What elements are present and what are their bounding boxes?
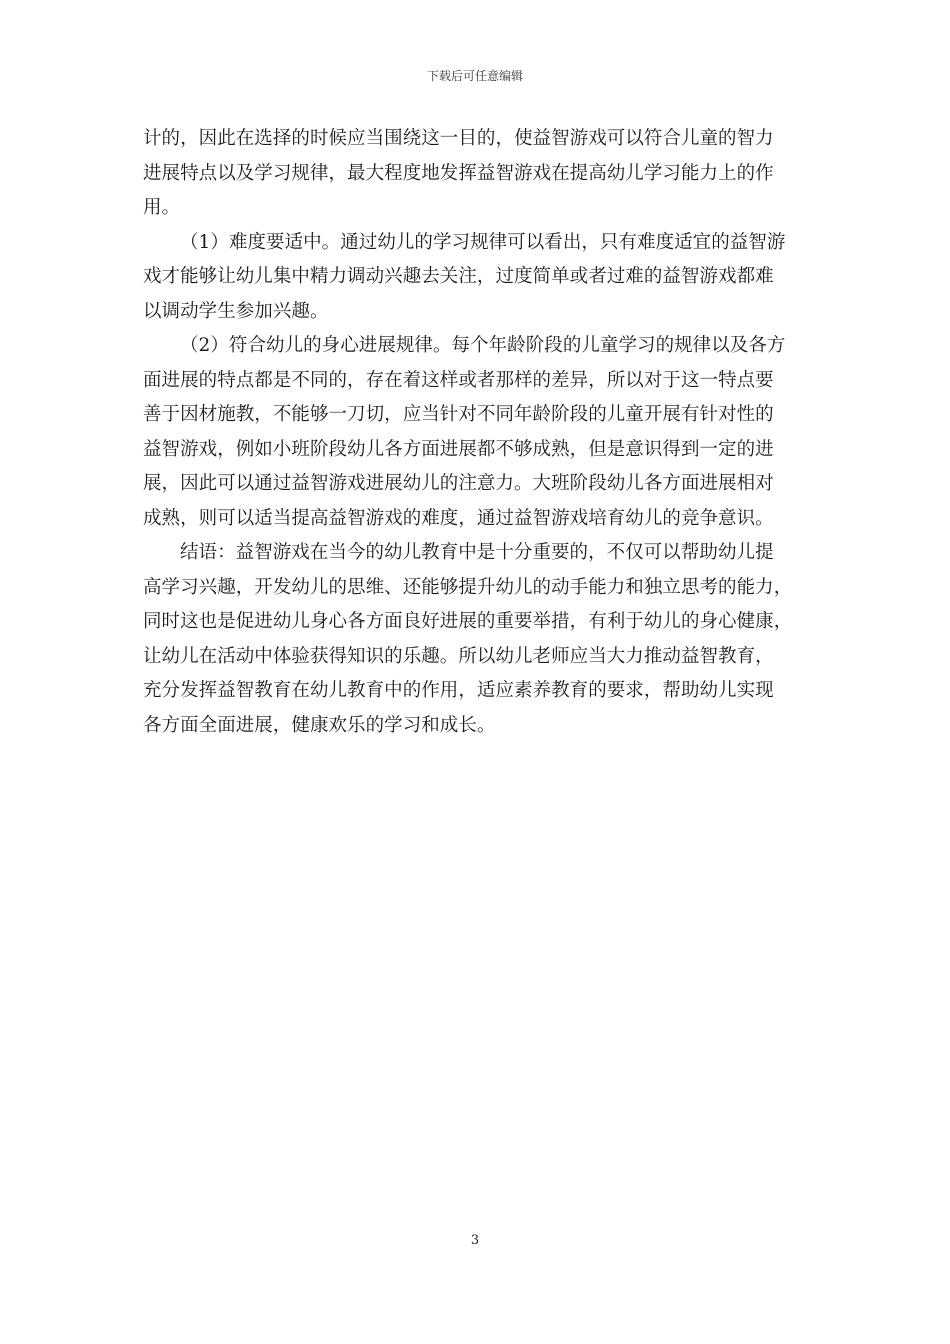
paragraph-difficulty xyxy=(143,226,823,330)
text-line: （2）符合幼儿的身心进展规律。每个年龄阶段的儿童学习的规律以及各方 xyxy=(180,335,786,356)
text-line: 高学习兴趣，开发幼儿的思维、还能够提升幼儿的动手能力和独立思考的能力， xyxy=(143,576,793,598)
text-line: 各方面全面进展，健康欢乐的学习和成长。 xyxy=(143,714,496,736)
text-line: 结语：益智游戏在当今的幼儿教育中是十分重要的，不仅可以帮助幼儿提 xyxy=(180,542,774,563)
page-number: 3 xyxy=(470,1233,480,1248)
paragraph-conclusion xyxy=(143,536,823,743)
text-line: 以调动学生参加兴趣。 xyxy=(143,300,329,322)
text-line: 善于因材施教，不能够一刀切，应当针对不同年龄阶段的儿童开展有针对性的 xyxy=(143,404,774,425)
text-line: 让幼儿在活动中体验获得知识的乐趣。所以幼儿老师应当大力推动益智教育， xyxy=(143,645,774,667)
paragraph-continuation xyxy=(143,122,823,226)
text-line: 成熟，则可以适当提高益智游戏的难度，通过益智游戏培育幼儿的竞争意识。 xyxy=(143,507,774,529)
paragraph-development xyxy=(143,329,823,536)
text-line: 面进展的特点都是不同的，存在着这样或者那样的差异，所以对于这一特点要 xyxy=(143,369,774,391)
text-line: 益智游戏，例如小班阶段幼儿各方面进展都不够成熟，但是意识得到一定的进 xyxy=(143,438,774,460)
text-line: 进展特点以及学习规律，最大程度地发挥益智游戏在提高幼儿学习能力上的作 xyxy=(143,162,774,184)
body-text xyxy=(143,122,823,743)
text-line: （1）难度要适中。通过幼儿的学习规律可以看出，只有难度适宜的益智游 xyxy=(180,231,786,253)
page-header: 下载后可任意编辑 xyxy=(426,69,523,83)
text-line: 戏才能够让幼儿集中精力调动兴趣去关注，过度简单或者过难的益智游戏都难 xyxy=(143,266,774,287)
text-line: 计的，因此在选择的时候应当围绕这一目的，使益智游戏可以符合儿童的智力 xyxy=(143,128,774,149)
text-line: 同时这也是促进幼儿身心各方面良好进展的重要举措，有利于幼儿的身心健康， xyxy=(143,611,793,632)
text-line: 展，因此可以通过益智游戏进展幼儿的注意力。大班阶段幼儿各方面进展相对 xyxy=(143,473,774,494)
text-line: 充分发挥益智教育在幼儿教育中的作用，适应素养教育的要求，帮助幼儿实现 xyxy=(143,680,774,701)
text-line: 用。 xyxy=(143,197,181,218)
